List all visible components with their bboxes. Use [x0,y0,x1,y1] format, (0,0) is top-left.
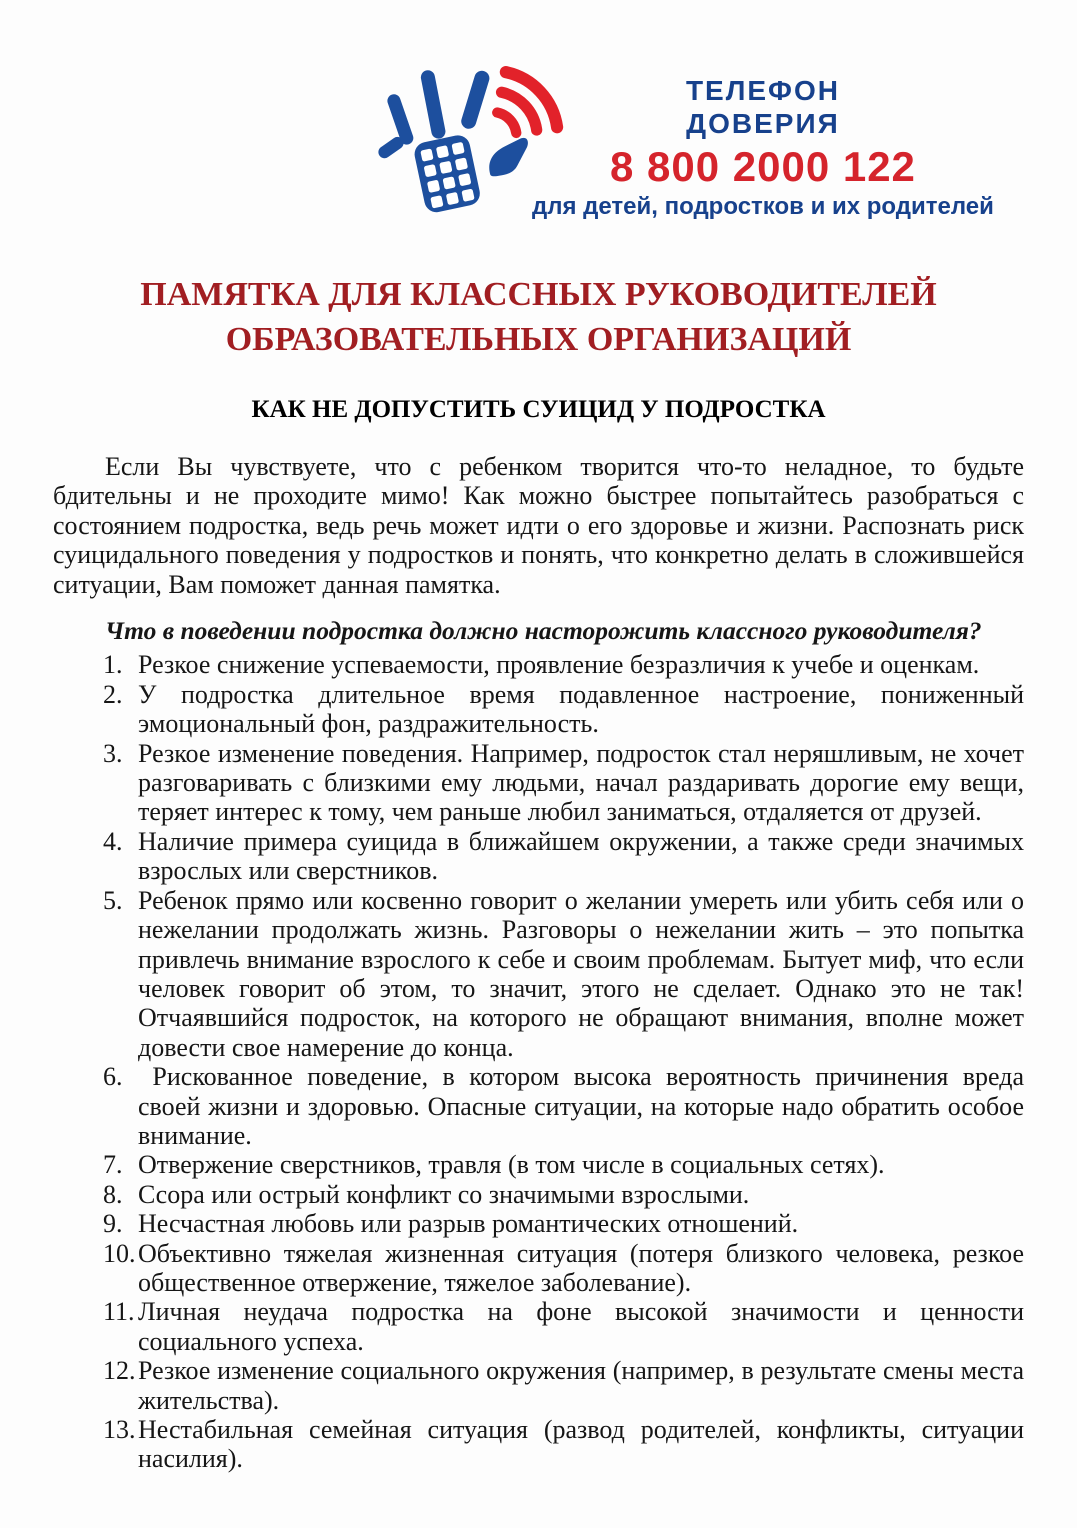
list-item-text: Несчастная любовь или разрыв романтических отношений. [138,1209,799,1239]
list-item-number: 6. [103,1062,123,1092]
page-subtitle: КАК НЕ ДОПУСТИТЬ СУИЦИД У ПОДРОСТКА [251,396,826,423]
list-item-number: 8. [103,1179,123,1209]
list-item-number: 2. [103,679,123,709]
list-item [103,650,1024,679]
list-item-text: У подростка длительное время подавленное настроение, пониженный эмоциональный фон, раздражительность. [138,679,1024,739]
list-item-text: Объективно тяжелая жизненная ситуация (потеря близкого человека, резкое общественное отвержение, тяжелое заболевание). [138,1238,1024,1297]
list-item [103,1297,1024,1356]
list-item [103,827,1024,886]
list-item [103,1180,1024,1209]
list-item [103,1415,1024,1474]
list-item-text: Отвержение сверстников, травля (в том числе в социальных сетях). [138,1150,885,1180]
logo-name [686,74,840,140]
question-heading: Что в поведении подростка должно насторожить классного руководителя? [105,616,982,646]
list-item [103,1239,1024,1298]
helpline-phone-number: 8 800 2000 122 [609,143,916,190]
logo-name-line1: ТЕЛЕФОН [685,75,840,106]
page-title [53,272,1024,362]
helpline-logo [53,52,1024,230]
warning-signs-list [53,650,1024,1473]
list-item-text: Резкое изменение поведения. Например, подросток стал неряшливым, не хочет разговаривать с близкими ему людьми, начал раздаривать дорогие ему вещи, теряет интерес к тому, чем раньше любил заниматься, отдаляется от друзей. [138,738,1024,827]
list-item [103,886,1024,1062]
list-item [103,1062,1024,1150]
list-item-number: 9. [103,1209,123,1239]
intro-paragraph: Если Вы чувствуете, что с ребенком творится что-то неладное, то будьте бдительны и не проходите мимо! Как можно быстрее попытайтесь разобраться с состоянием подростка, ведь речь может идти о его здоровье и жизни. Распознать риск суицидального поведения у подростков и понять, что конкретно делать в сложившейся ситуации, Вам поможет данная памятка. [53,452,1024,599]
list-item-number: 5. [103,885,123,915]
page-title-line1: ПАМЯТКА ДЛЯ КЛАССНЫХ РУКОВОДИТЕЛЕЙ [140,276,937,313]
list-item-text: Личная неудача подростка на фоне высокой значимости и ценности социального успеха. [138,1297,1024,1356]
list-item-number: 13. [103,1415,136,1444]
list-item-text: Наличие примера суицида в ближайшем окружении, а также среди значимых взрослых или сверстников. [138,826,1024,886]
list-item [103,1209,1024,1238]
list-item [103,680,1024,739]
list-item-text: Рискованное поведение, в котором высока вероятность причинения вреда своей жизни и здоровью. Опасные ситуации, на которые надо обратить особое внимание. [138,1062,1024,1150]
list-item-text: Ребенок прямо или косвенно говорит о желании умереть или убить себя или о нежелании продолжать жизнь. Разговоры о нежелании жить – это попытка привлечь внимание взрослого к себе и своим проблемам. Бытует миф, что если человек говорит об этом, то значит, этого не сделает. Однако это не так! Отчаявшийся подросток, на которого не обращают внимания, вполне может довести свое намерение до конца. [138,885,1024,1062]
list-item [103,739,1024,827]
list-item-number: 3. [103,738,123,768]
list-item-number: 10. [103,1238,136,1268]
list-item-number: 4. [103,826,123,856]
logo-text-block [532,52,994,221]
page-title-line2: ОБРАЗОВАТЕЛЬНЫХ ОРГАНИЗАЦИЙ [225,321,852,358]
list-item-number: 12. [103,1356,136,1386]
list-item-text: Ссора или острый конфликт со значимыми взрослыми. [138,1179,750,1209]
list-item [103,1150,1024,1179]
list-item-number: 1. [103,650,123,680]
list-item-text: Нестабильная семейная ситуация (развод родителей, конфликты, ситуации насилия). [138,1415,1024,1474]
list-item-text: Резкое снижение успеваемости, проявление безразличия к учебе и оценкам. [138,650,980,680]
list-item-text: Резкое изменение социального окружения (например, в результате смены места жительства). [138,1356,1024,1415]
list-item [103,1356,1024,1415]
logo-tagline: для детей, подростков и их родителей [532,193,994,220]
list-item-number: 11. [103,1297,135,1327]
logo-name-line2: ДОВЕРИЯ [686,108,840,139]
list-item-number: 7. [103,1150,123,1180]
